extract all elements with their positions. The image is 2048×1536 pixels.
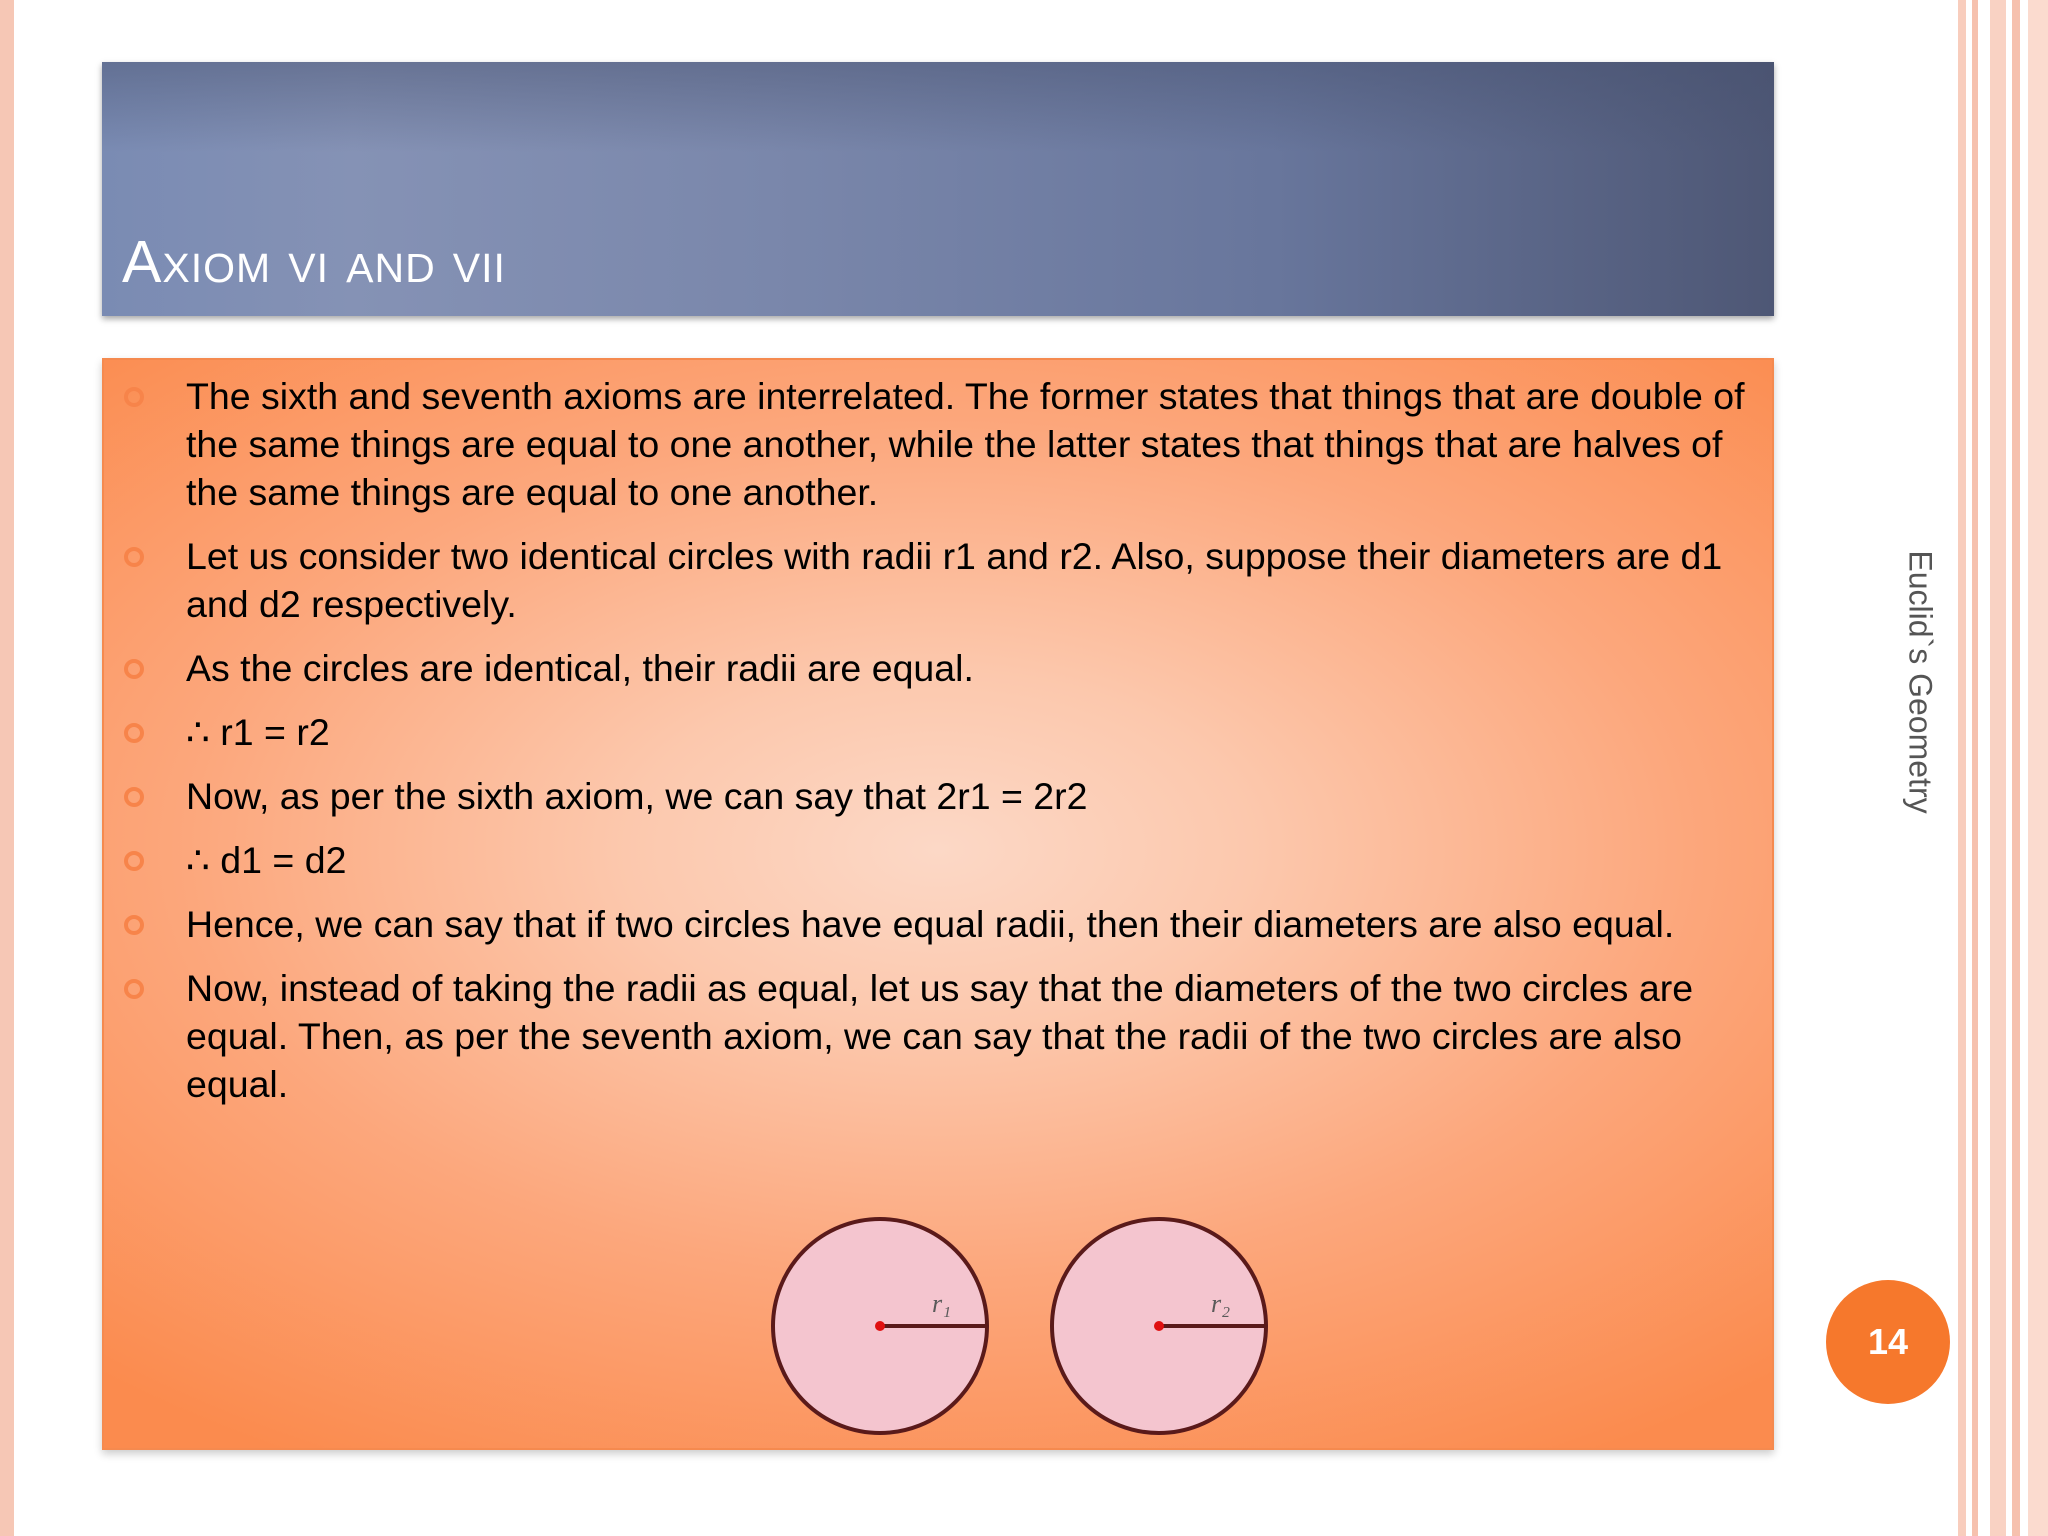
circle-one-center [875,1321,885,1331]
bullet-circle-icon [124,723,144,743]
bullet-circle-icon [124,851,144,871]
bullet-circle-icon [124,787,144,807]
content-box [102,358,1774,1450]
bullet-text: ∴ d1 = d2 [186,839,347,881]
slide-title: axiom vi and vii [122,206,506,300]
bullet-text: The sixth and seventh axioms are interrelated. The former states that things that are double of the same things are equal to one another, while the latter states that things that are halves of the same things are equal to one another. [186,375,1745,513]
circles-diagram [764,1210,1304,1442]
bullet-text: Now, as per the sixth axiom, we can say that 2r1 = 2r2 [186,775,1088,817]
bullet-item [104,644,1764,692]
circle-one [773,1219,987,1433]
footer-text: Euclid`s Geometry [1902,550,1939,814]
bullet-item [104,772,1764,820]
bullet-text: As the circles are identical, their radii are equal. [186,647,974,689]
bullet-item [104,900,1764,948]
left-decorative-stripe [0,0,14,1536]
bullet-list [104,372,1764,1124]
bullet-item [104,708,1764,756]
bullet-circle-icon [124,979,144,999]
bullet-circle-icon [124,915,144,935]
bullet-item [104,532,1764,628]
right-decorative-stripes [1958,0,2048,1536]
circle-one-label: r₁ [932,1289,952,1318]
circle-two-label: r₂ [1211,1289,1231,1318]
bullet-circle-icon [124,387,144,407]
page-number-badge: 14 [1826,1280,1950,1404]
bullet-text: Let us consider two identical circles with radii r1 and r2. Also, suppose their diameters are d1 and d2 respectively. [186,535,1723,625]
bullet-item [104,372,1764,516]
bullet-item [104,964,1764,1108]
bullet-circle-icon [124,547,144,567]
circle-two-center [1154,1321,1164,1331]
circle-two [1052,1219,1266,1433]
bullet-item [104,836,1764,884]
bullet-text: Hence, we can say that if two circles have equal radii, then their diameters are also equal. [186,903,1675,945]
bullet-text: ∴ r1 = r2 [186,711,330,753]
title-bar [102,62,1774,316]
bullet-text: Now, instead of taking the radii as equal, let us say that the diameters of the two circles are equal. Then, as per the seventh axiom, we can say that the radii of the two circles are also equal. [186,967,1694,1105]
bullet-circle-icon [124,659,144,679]
